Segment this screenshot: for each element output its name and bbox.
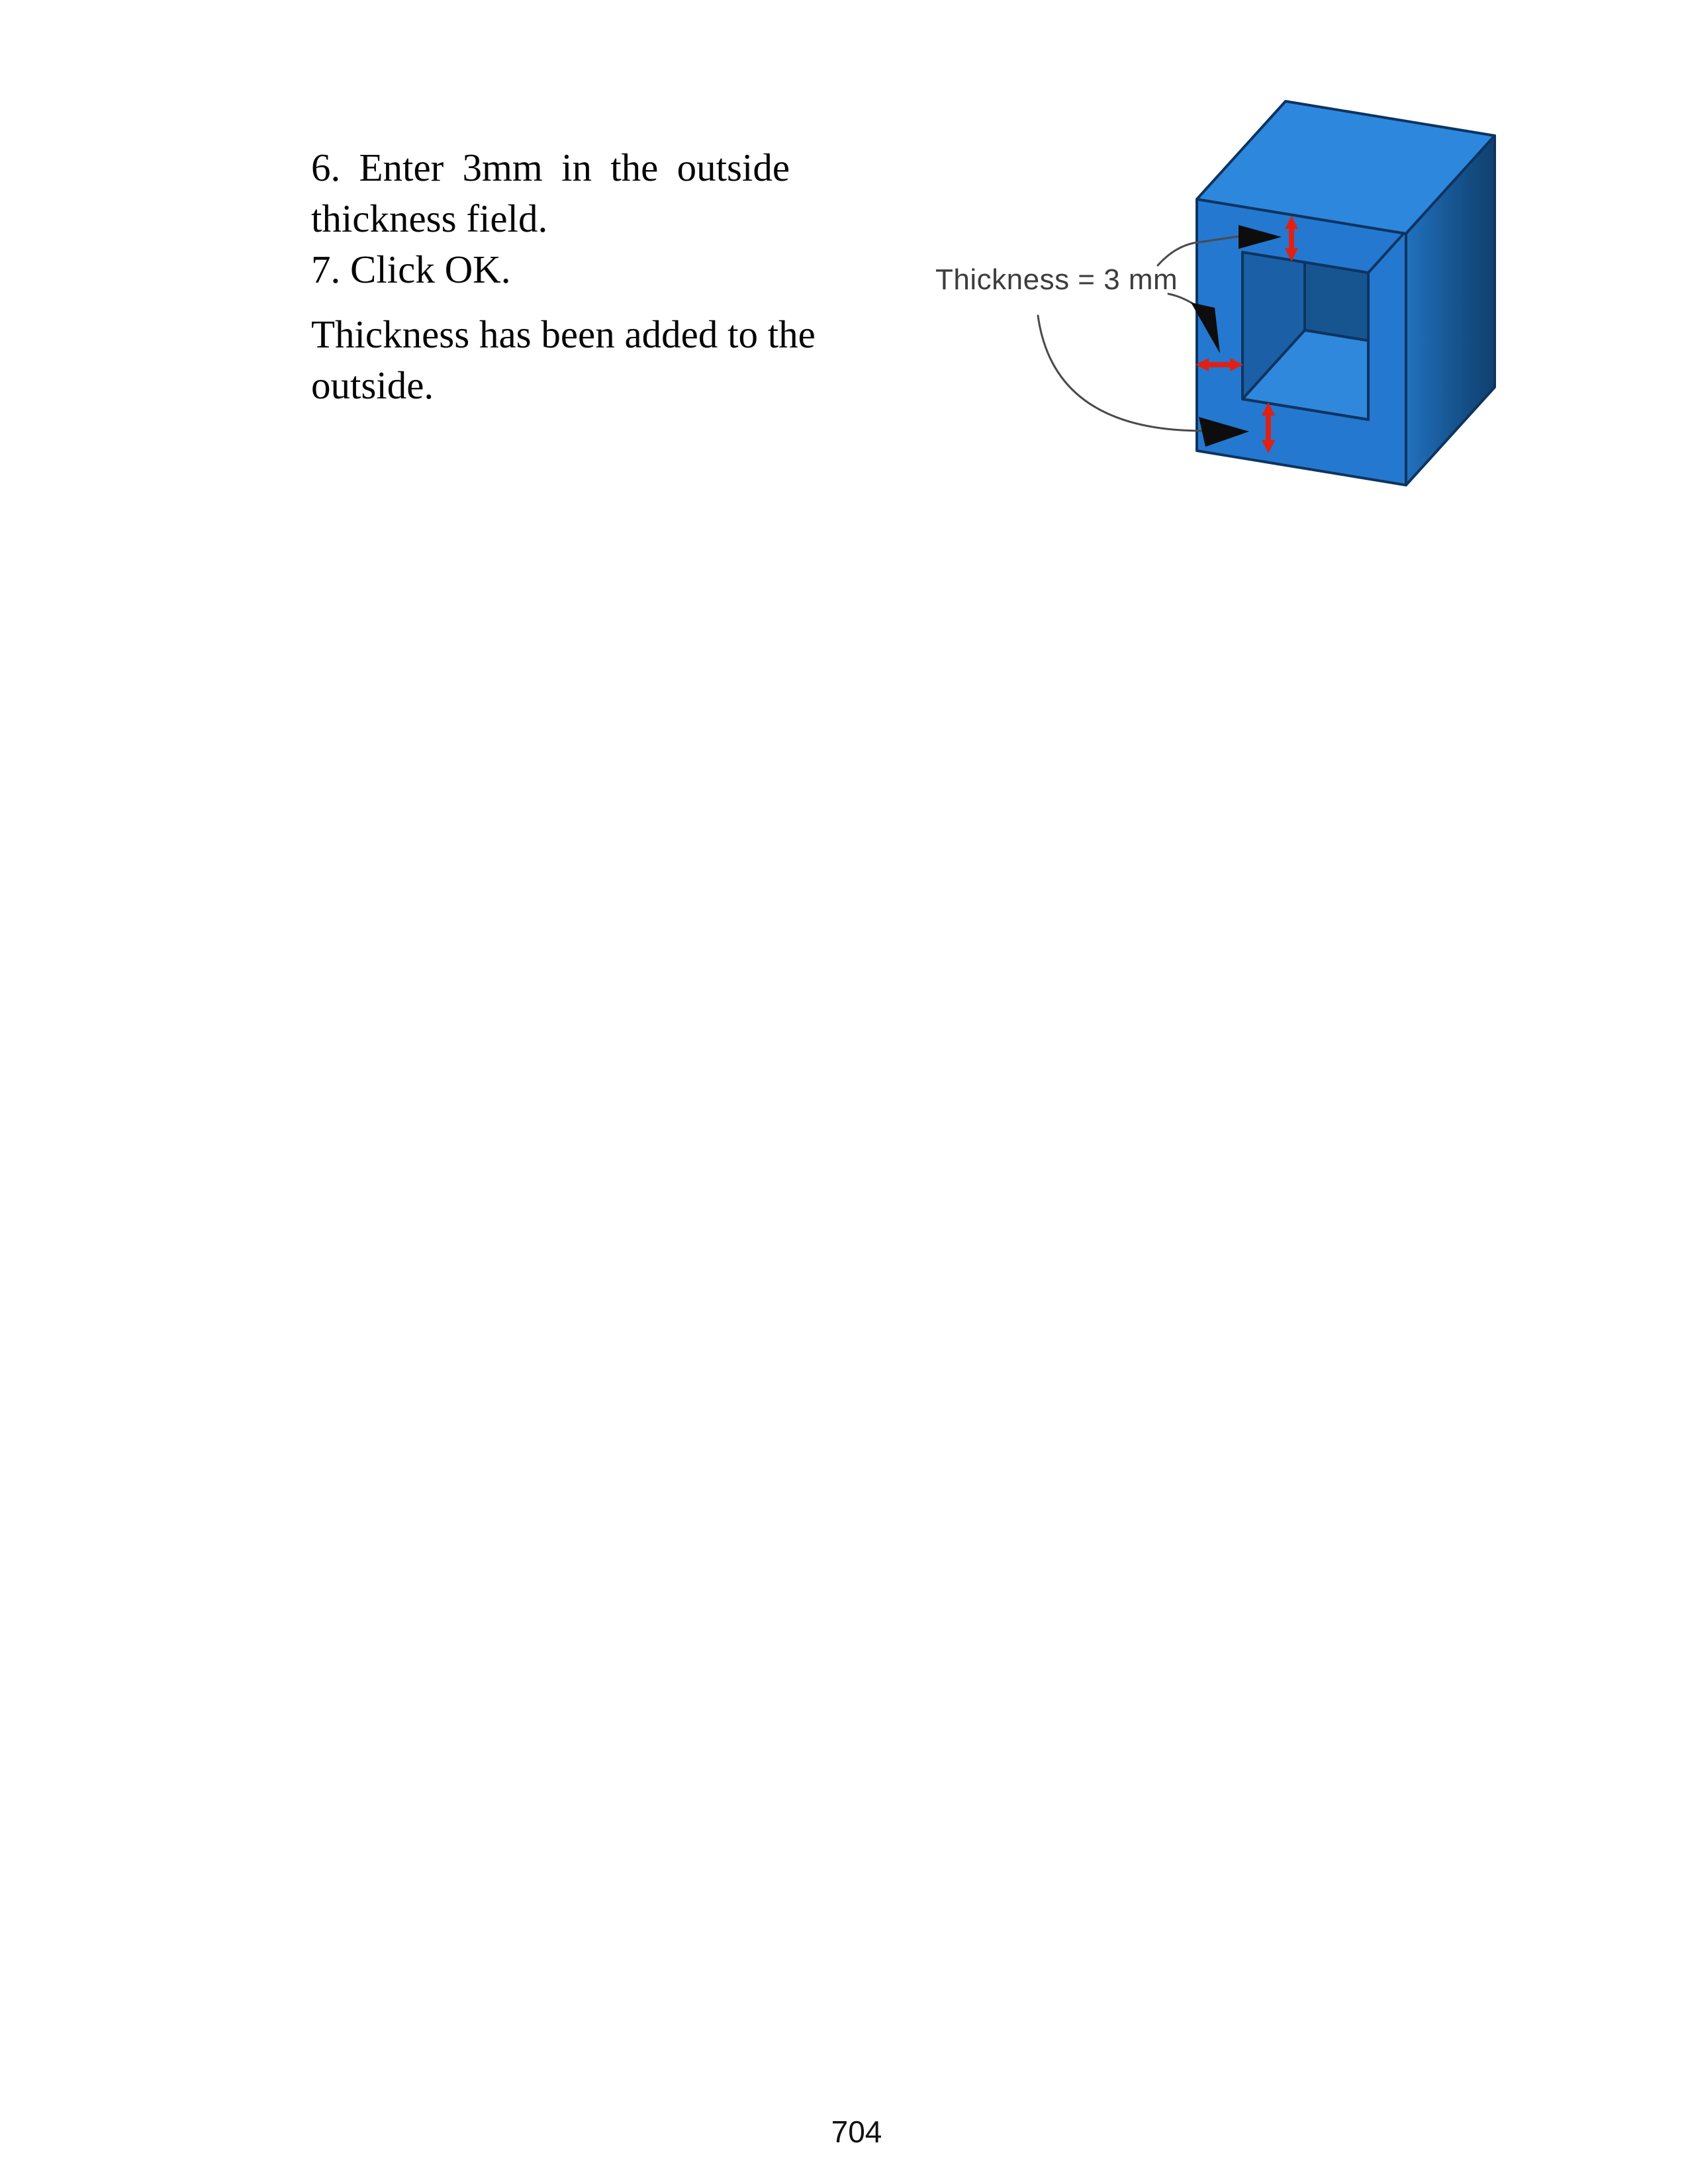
instruction-item-6 — [311, 142, 790, 244]
leader-line-bottom — [1038, 316, 1201, 431]
instruction-block — [311, 142, 834, 411]
page-number: 704 — [831, 2115, 882, 2149]
item-text: Enter 3mm in the outside thickness field. — [311, 146, 790, 240]
result-paragraph: Thickness has been added to the outside. — [311, 312, 816, 407]
item-number: 7. — [311, 248, 341, 291]
item-number: 6. — [311, 146, 341, 189]
item-text: Click OK. — [350, 248, 511, 291]
instruction-item-7 — [311, 244, 790, 295]
thickness-label: Thickness = 3 mm — [935, 263, 1178, 296]
thickness-figure — [914, 40, 1542, 529]
